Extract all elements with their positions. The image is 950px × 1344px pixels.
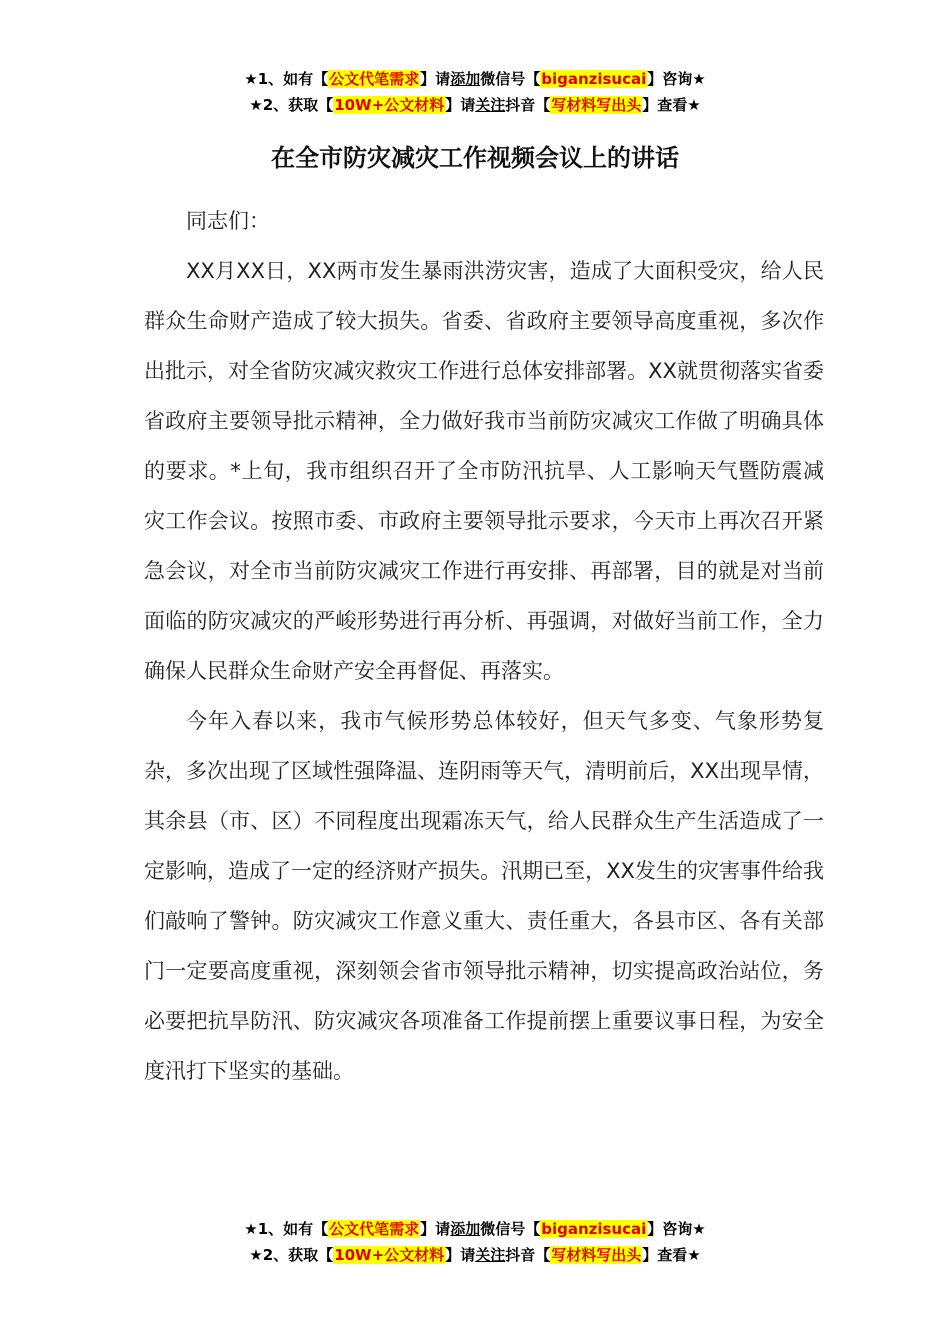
footer-banner bbox=[0, 1216, 950, 1268]
banner-text: 】请 bbox=[420, 70, 451, 88]
banner-highlight: biganzisucai bbox=[541, 1220, 647, 1238]
salutation: 同志们： bbox=[186, 209, 270, 233]
banner-text: 微信号【 bbox=[480, 1220, 541, 1238]
document-body bbox=[144, 196, 824, 1096]
banner-highlight: 写材料写出头 bbox=[551, 96, 642, 114]
banner-text: 】请 bbox=[445, 1246, 476, 1264]
banner-highlight: 写材料写出头 bbox=[551, 1246, 642, 1264]
banner-text: 抖音【 bbox=[505, 96, 551, 114]
paragraph: XX月XX日，XX两市发生暴雨洪涝灾害，造成了大面积受灾，给人民群众生命财产造成了较大损失。省委、省政府主要领导高度重视，多次作出批示，对全省防灾减灾救灾工作进行总体安排部署。XX就贯彻落实省委省政府主要领导批示精神，全力做好我市当前防灾减灾工作做了明确具体的要求。*上旬，我市组织召开了全市防汛抗旱、人工影响天气暨防震减灾工作会议。按照市委、市政府主要领导批示要求，今天市上再次召开紧急会议，对全市当前防灾减灾工作进行再安排、再部署，目的就是对当前面临的防灾减灾的严峻形势进行再分析、再强调，对做好当前工作，全力确保人民群众生命财产安全再督促、再落实。 bbox=[144, 259, 824, 683]
document-title: 在全市防灾减灾工作视频会议上的讲话 bbox=[271, 144, 679, 172]
banner-text: 】请 bbox=[445, 96, 476, 114]
banner-text: 】查看★ bbox=[642, 1246, 701, 1264]
banner-underline: 关注 bbox=[475, 96, 506, 114]
header-banner bbox=[0, 66, 950, 118]
banner-line-1 bbox=[0, 1216, 950, 1242]
banner-highlight: 公文代笔需求 bbox=[329, 70, 420, 88]
banner-highlight: 公文代笔需求 bbox=[329, 1220, 420, 1238]
banner-highlight: 10W+公文材料 bbox=[334, 96, 445, 114]
paragraph: 今年入春以来，我市气候形势总体较好，但天气多变、气象形势复杂，多次出现了区域性强降温、连阴雨等天气，清明前后，XX出现旱情，其余县（市、区）不同程度出现霜冻天气，给人民群众生产生活造成了一定影响，造成了一定的经济财产损失。汛期已至，XX发生的灾害事件给我们敲响了警钟。防灾减灾工作意义重大、责任重大，各县市区、各有关部门一定要高度重视，深刻领会省市领导批示精神，切实提高政治站位，务必要把抗旱防汛、防灾减灾各项准备工作提前摆上重要议事日程，为安全度汛打下坚实的基础。 bbox=[144, 709, 824, 1083]
banner-line-1 bbox=[0, 66, 950, 92]
banner-highlight: 10W+公文材料 bbox=[334, 1246, 445, 1264]
banner-underline: 添加 bbox=[450, 1220, 481, 1238]
banner-line-2 bbox=[0, 1242, 950, 1268]
banner-text: 抖音【 bbox=[505, 1246, 551, 1264]
banner-text: ★2、获取【 bbox=[249, 96, 334, 114]
banner-text: 】咨询★ bbox=[647, 1220, 706, 1238]
banner-text: ★2、获取【 bbox=[249, 1246, 334, 1264]
banner-text: 】查看★ bbox=[642, 96, 701, 114]
banner-line-2 bbox=[0, 92, 950, 118]
banner-underline: 添加 bbox=[450, 70, 481, 88]
banner-text: ★1、如有【 bbox=[244, 70, 329, 88]
banner-text: 】请 bbox=[420, 1220, 451, 1238]
banner-text: 】咨询★ bbox=[647, 70, 706, 88]
banner-underline: 关注 bbox=[475, 1246, 506, 1264]
banner-highlight: biganzisucai bbox=[541, 70, 647, 88]
banner-text: 微信号【 bbox=[480, 70, 541, 88]
banner-text: ★1、如有【 bbox=[244, 1220, 329, 1238]
